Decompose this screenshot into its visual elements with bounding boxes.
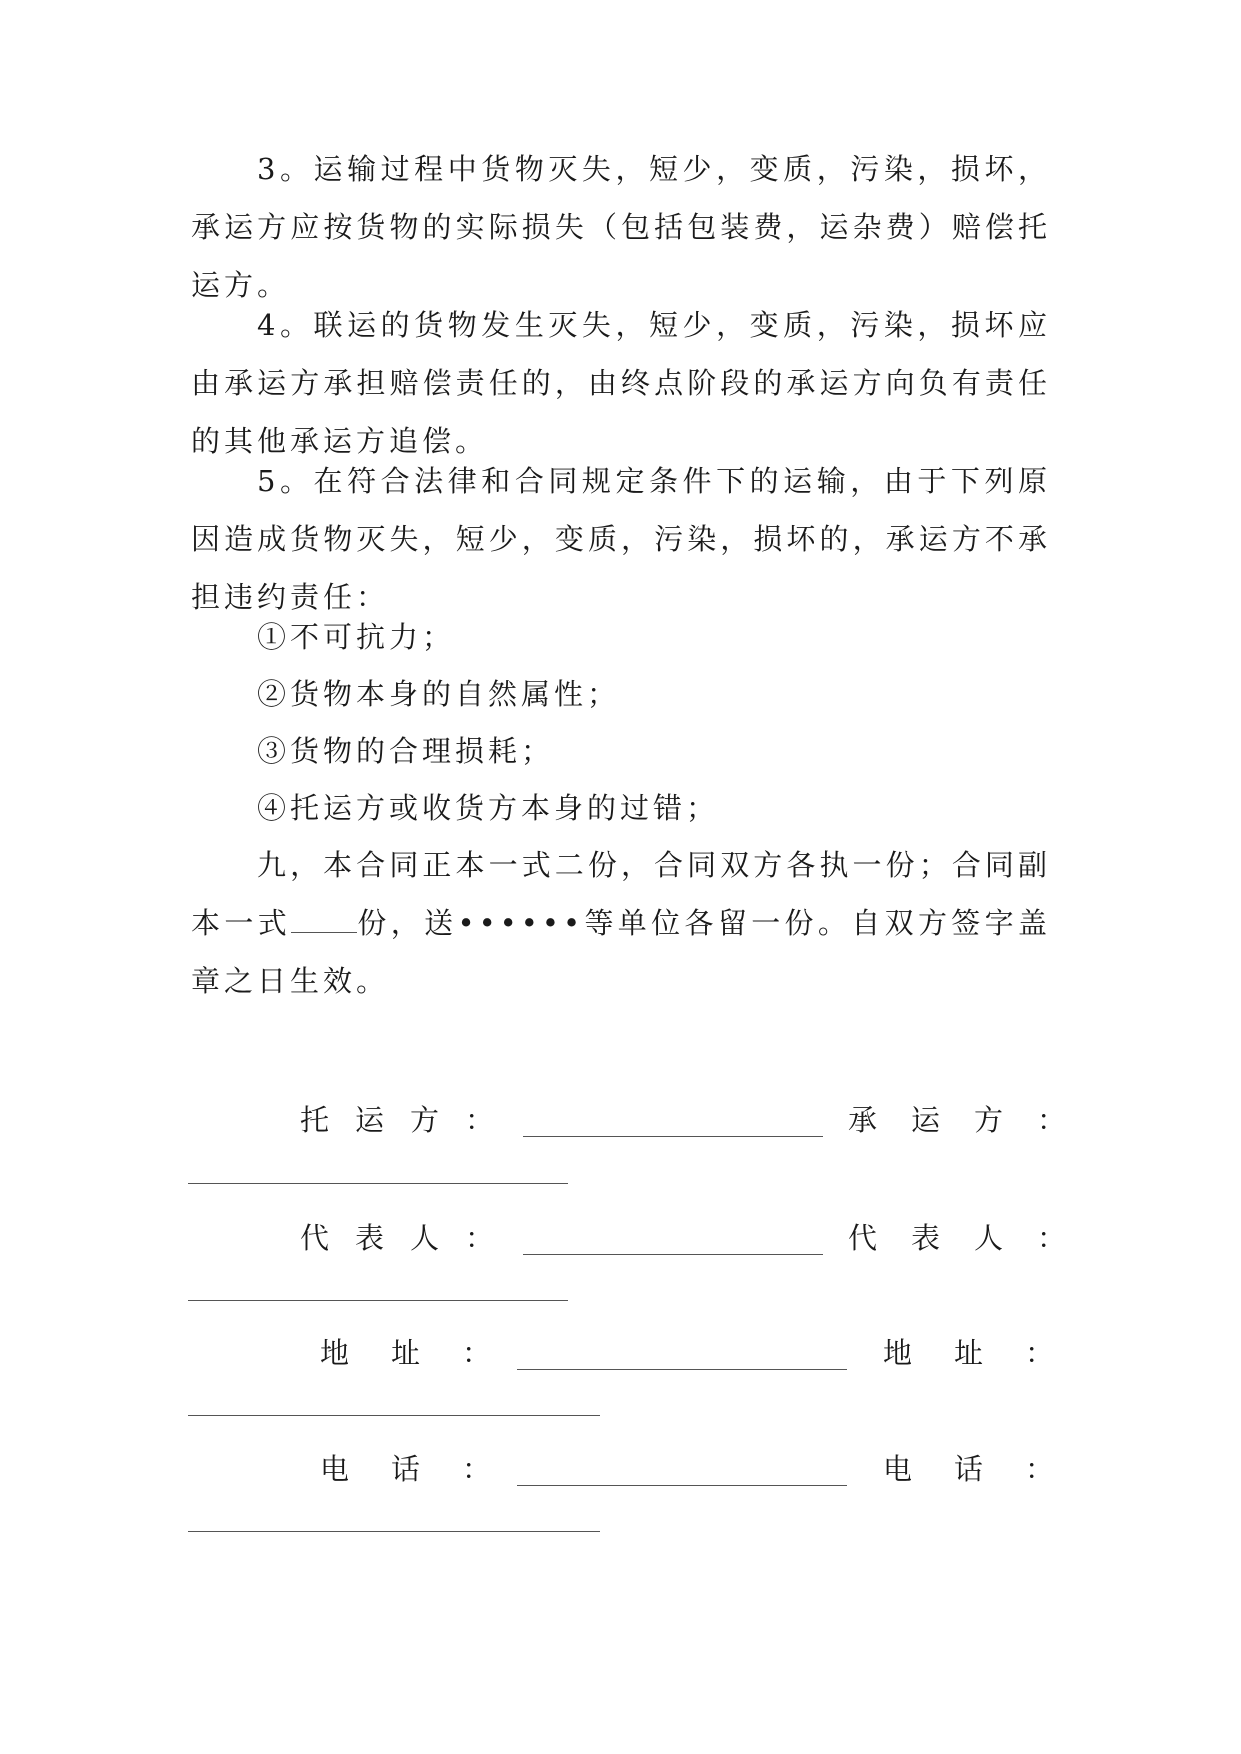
carrier-rep-line[interactable]	[188, 1300, 568, 1301]
carrier-label: 承运方：	[848, 1103, 1101, 1137]
carrier-address-line[interactable]	[188, 1415, 600, 1416]
shipper-label: 托运方：	[300, 1103, 521, 1137]
shipper-address-line[interactable]	[517, 1369, 847, 1370]
exemption-item-4: ④托运方或收货方本身的过错；	[257, 791, 720, 825]
clause-9-text-before-blank: 九，本合同正本一式二份，合同双方各执一份；合同副本一式	[191, 848, 1051, 940]
exemption-item-3: ③货物的合理损耗；	[257, 734, 555, 768]
shipper-phone-line[interactable]	[517, 1485, 847, 1486]
carrier-address-label: 地址：	[883, 1336, 1097, 1370]
clause-3: 3。运输过程中货物灭失，短少，变质，污染，损坏，承运方应按货物的实际损失（包括包装费，运杂费）赔偿托运方。	[191, 152, 1051, 302]
clause-4: 4。联运的货物发生灭失，短少，变质，污染，损坏应由承运方承担赔偿责任的，由终点阶段的承运方向负有责任的其他承运方追偿。	[191, 308, 1051, 458]
shipper-address-label: 地址：	[320, 1336, 534, 1370]
carrier-signature-line[interactable]	[188, 1183, 568, 1184]
shipper-phone-label: 电话：	[320, 1452, 534, 1486]
carrier-phone-label: 电话：	[883, 1452, 1097, 1486]
carrier-phone-line[interactable]	[188, 1531, 600, 1532]
shipper-rep-line[interactable]	[523, 1254, 823, 1255]
exemption-item-2: ②货物本身的自然属性；	[257, 677, 621, 711]
shipper-signature-line[interactable]	[523, 1136, 823, 1137]
clause-5: 5。在符合法律和合同规定条件下的运输，由于下列原因造成货物灭失，短少，变质，污染，损坏的，承运方不承担违约责任：	[191, 464, 1051, 614]
carrier-rep-label: 代表人：	[848, 1221, 1101, 1255]
copies-count-blank	[291, 908, 357, 933]
clause-9-text-after-blank: 份，送••••••等单位各留一份。自双方签字盖章之日生效。	[191, 906, 1051, 998]
clause-9	[191, 836, 1051, 1010]
shipper-rep-label: 代表人：	[300, 1221, 521, 1255]
exemption-item-1: ①不可抗力；	[257, 620, 456, 654]
